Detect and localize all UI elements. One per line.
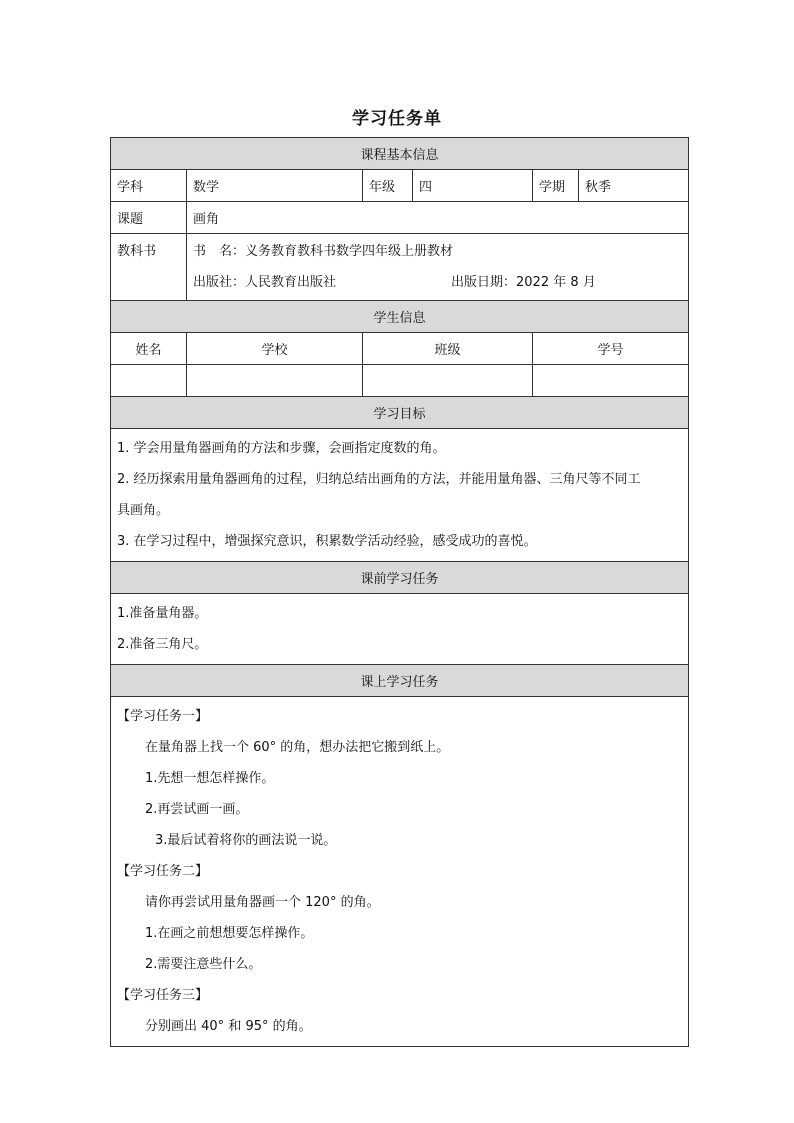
col-school: 学校 [187, 333, 363, 365]
task1-intro: 在量角器上找一个 60° 的角，想办法把它搬到纸上。 [145, 740, 450, 755]
task-sheet-table [110, 137, 688, 1047]
topic-value: 画角 [187, 202, 689, 234]
textbook-publisher: 出版社：人民教育出版社 [193, 275, 337, 290]
objectives-row [111, 429, 689, 562]
col-class: 班级 [363, 333, 533, 365]
pre-class-row [111, 594, 689, 665]
pre-class-header: 课前学习任务 [111, 562, 689, 594]
in-class-row [111, 697, 689, 1047]
objectives-content [111, 429, 689, 562]
task3-title: 【学习任务三】 [117, 988, 209, 1003]
in-class-content [111, 697, 689, 1047]
task1-step-2: 2.再尝试画一画。 [145, 802, 249, 817]
objectives-header-row [111, 397, 689, 429]
task3-intro: 分别画出 40° 和 95° 的角。 [145, 1019, 312, 1034]
class-field[interactable] [363, 365, 533, 397]
textbook-label: 教科书 [111, 234, 187, 301]
student-id-field[interactable] [533, 365, 689, 397]
objective-2a: 2. 经历探索用量角器画角的过程，归纳总结出画角的方法，并能用量角器、三角尺等不同工 [117, 472, 641, 487]
objectives-header: 学习目标 [111, 397, 689, 429]
name-field[interactable] [111, 365, 187, 397]
pre-class-item-1: 1.准备量角器。 [117, 606, 208, 621]
pre-class-item-2: 2.准备三角尺。 [117, 637, 208, 652]
topic-row [111, 202, 689, 234]
subject-value: 数学 [187, 170, 363, 202]
objective-1: 1. 学会用量角器画角的方法和步骤，会画指定度数的角。 [117, 441, 446, 456]
textbook-publisher-line [193, 267, 682, 298]
grade-label: 年级 [363, 170, 413, 202]
student-info-blank-row [111, 365, 689, 397]
subject-row [111, 170, 689, 202]
textbook-info [187, 234, 689, 301]
student-info-header: 学生信息 [111, 301, 689, 333]
objective-3: 3. 在学习过程中，增强探究意识，积累数学活动经验，感受成功的喜悦。 [117, 534, 537, 549]
topic-label: 课题 [111, 202, 187, 234]
pre-class-header-row [111, 562, 689, 594]
document-title: 学习任务单 [352, 109, 442, 129]
student-info-columns [111, 333, 689, 365]
grade-value: 四 [413, 170, 533, 202]
course-info-header: 课程基本信息 [111, 138, 689, 170]
objective-2b: 具画角。 [117, 503, 170, 518]
col-student-id: 学号 [533, 333, 689, 365]
in-class-header: 课上学习任务 [111, 665, 689, 697]
pre-class-content [111, 594, 689, 665]
textbook-name: 书 名：义务教育教科书数学四年级上册教材 [193, 244, 454, 259]
in-class-header-row [111, 665, 689, 697]
term-value: 秋季 [579, 170, 689, 202]
task2-step-2: 2.需要注意些什么。 [145, 957, 262, 972]
course-info-header-row [111, 138, 689, 170]
col-name: 姓名 [111, 333, 187, 365]
term-label: 学期 [533, 170, 579, 202]
textbook-row [111, 234, 689, 301]
textbook-pub-date: 出版日期：2022 年 8 月 [451, 275, 596, 290]
student-info-header-row [111, 301, 689, 333]
task1-step-3: 3.最后试着将你的画法说一说。 [155, 833, 337, 848]
task2-intro: 请你再尝试用量角器画一个 120° 的角。 [145, 895, 380, 910]
task1-title: 【学习任务一】 [117, 709, 209, 724]
task2-step-1: 1.在画之前想想要怎样操作。 [145, 926, 314, 941]
task2-title: 【学习任务二】 [117, 864, 209, 879]
subject-label: 学科 [111, 170, 187, 202]
task1-step-1: 1.先想一想怎样操作。 [145, 771, 275, 786]
school-field[interactable] [187, 365, 363, 397]
